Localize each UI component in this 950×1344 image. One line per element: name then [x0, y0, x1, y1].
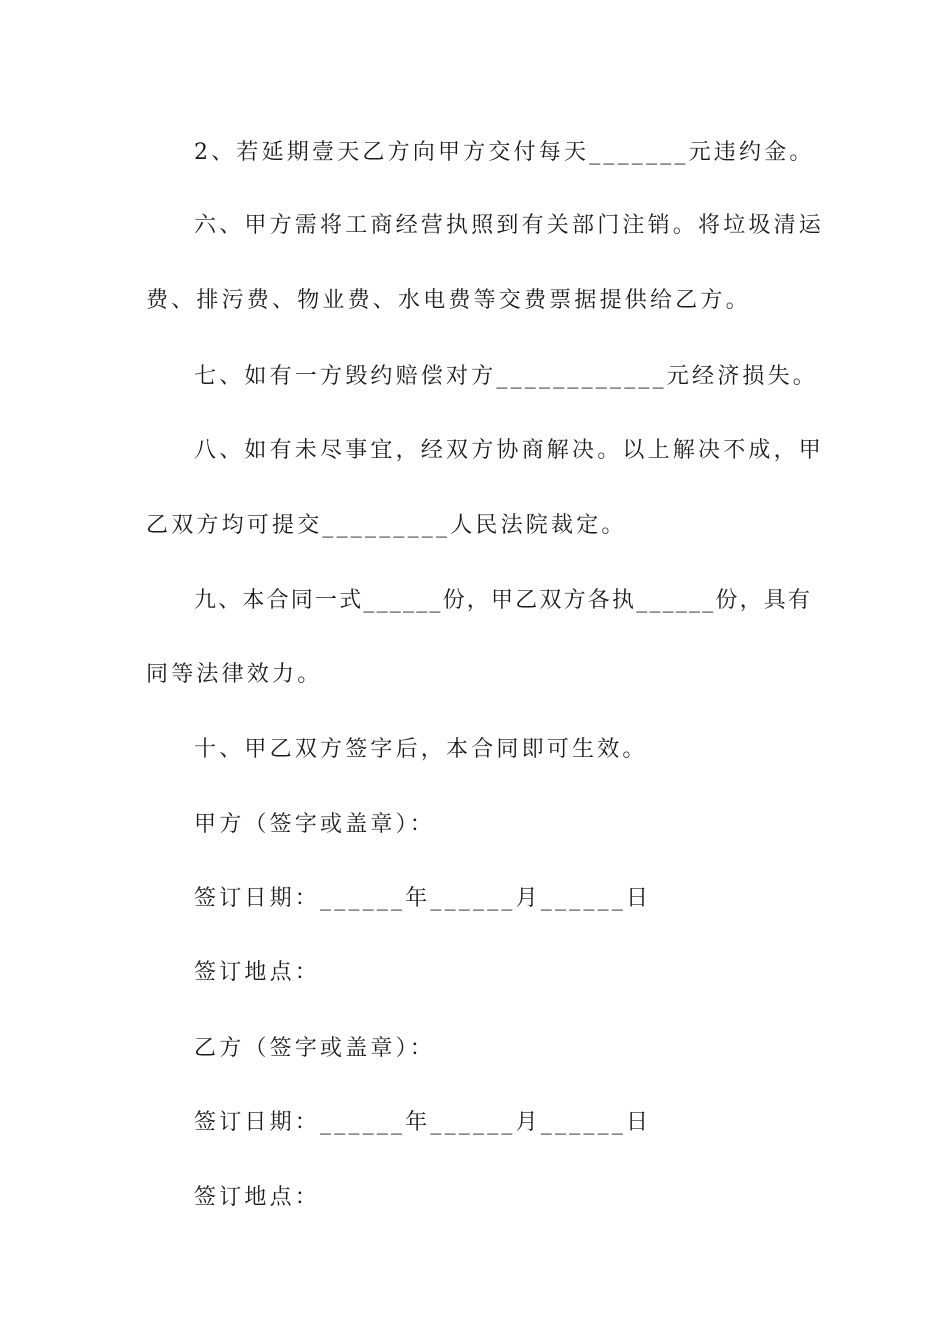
clause-2-penalty: 2、若延期壹天乙方向甲方交付每天_______元违约金。 [194, 140, 815, 165]
party-b-signature: 乙方（签字或盖章）： [194, 1036, 436, 1061]
party-b-sign-place: 签订地点： [194, 1185, 321, 1210]
clause-8-line-2: 乙双方均可提交_________人民法院裁定。 [146, 513, 627, 538]
clause-9-line-2: 同等法律效力。 [146, 662, 323, 687]
clause-8-line-1: 八、如有未尽事宜，经双方协商解决。以上解决不成，甲 [194, 438, 825, 463]
clause-7-compensation: 七、如有一方毁约赔偿对方____________元经济损失。 [194, 364, 819, 389]
party-a-sign-date: 签订日期：______年______月______日 [194, 886, 652, 911]
clause-9-line-1: 九、本合同一式______份，甲乙双方各执______份，具有 [194, 588, 813, 613]
clause-10-effective: 十、甲乙双方签字后，本合同即可生效。 [194, 737, 648, 762]
party-b-sign-date: 签订日期：______年______月______日 [194, 1110, 652, 1135]
clause-6-line-2: 费、排污费、物业费、水电费等交费票据提供给乙方。 [146, 288, 751, 313]
party-a-signature: 甲方（签字或盖章）： [194, 812, 436, 837]
party-a-sign-place: 签订地点： [194, 960, 321, 985]
clause-6-line-1: 六、甲方需将工商经营执照到有关部门注销。将垃圾清运 [194, 213, 825, 238]
